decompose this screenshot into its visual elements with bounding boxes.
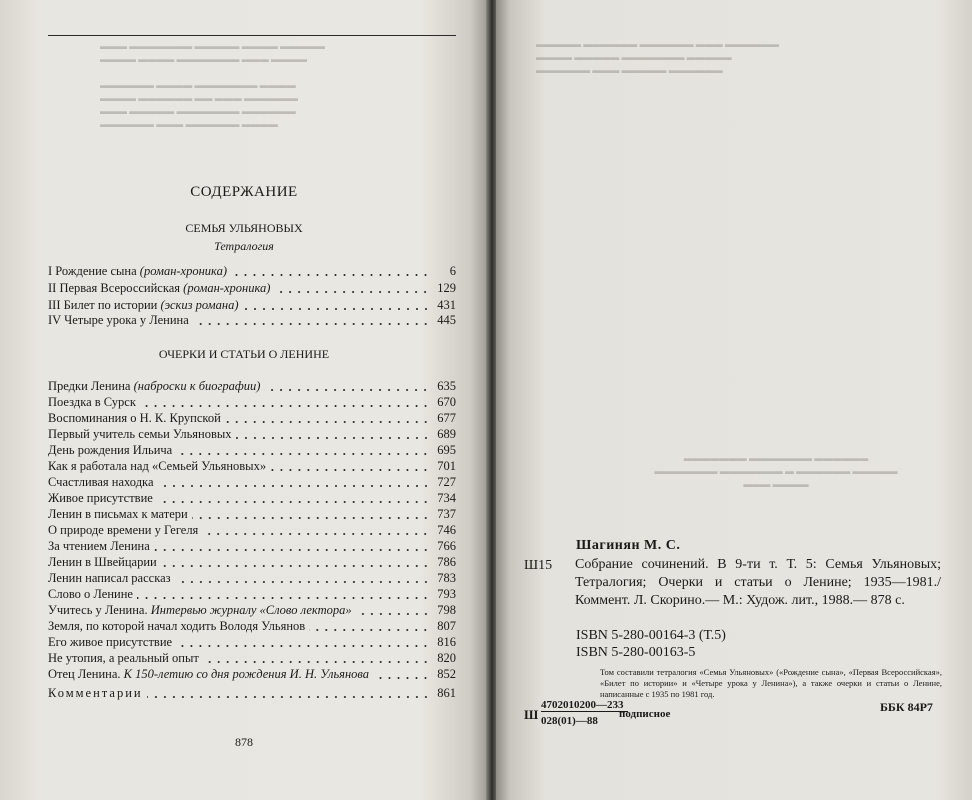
isbn-volume: ISBN 5-280-00164-3 (Т.5) [576,628,726,643]
toc-page-number: 734 [437,491,456,505]
imprint-number-bottom: 028(01)—88 [541,715,598,727]
isbn-set: ISBN 5-280-00163-5 [576,645,696,660]
toc-page-number: 783 [437,571,456,585]
bleed-through-text: ▬▬▬▬▬▬▬ ▬▬▬▬▬▬▬ ▬▬▬▬▬▬ ▬▬▬▬▬▬▬ ▬▬▬▬▬▬▬ ▬ ▬▬▬▬▬▬ ▬▬▬▬▬ ▬▬▬ ▬▬▬▬ [654,453,898,489]
toc-entry[interactable]: Воспоминания о Н. К. Крупской 677 [48,411,456,425]
toc-entry[interactable]: Предки Ленина (наброски к биографии) 635 [48,379,456,393]
section-heading-essays: ОЧЕРКИ И СТАТЬИ О ЛЕНИНЕ [158,347,330,361]
toc-page-number: 746 [437,523,456,537]
section-heading-family: СЕМЬЯ УЛЬЯНОВЫХ [185,221,303,235]
toc-entry[interactable]: Живое присутствие 734 [48,491,456,505]
toc-page-number: 861 [437,686,456,700]
toc-entry[interactable]: Учитесь у Ленина. Интервью журналу «Слово лектора» 798 [48,603,456,617]
toc-page-number: 786 [437,555,456,569]
imprint-number-top: 4702010200—233 [541,699,628,712]
toc-title: СОДЕРЖАНИЕ [190,184,298,200]
toc-page-number: 695 [437,443,456,457]
toc-entry[interactable]: Не утопия, а реальный опыт 820 [48,651,456,665]
toc-entry[interactable]: Ленин в письмах к матери 737 [48,507,456,521]
section-subheading-tetralogy: Тетралогия [214,239,274,253]
toc-entry[interactable]: Его живое присутствие 816 [48,635,456,649]
toc-entry[interactable]: IV Четыре урока у Ленина 445 [48,313,456,327]
toc-entry[interactable]: За чтением Ленина 766 [48,539,456,553]
toc-page-number: 807 [437,619,456,633]
toc-entry[interactable]: Первый учитель семьи Ульяновых 689 [48,427,456,441]
imprint-code: Ш15 [524,558,553,573]
imprint-subscription: подписное [619,708,671,720]
toc-page-number: 6 [449,264,456,278]
toc-entry[interactable]: I Рождение сына (роман-хроника) 6 [48,264,456,278]
toc-entry[interactable]: III Билет по истории (эскиз романа) 431 [48,298,456,312]
toc-page-number: 431 [437,298,456,312]
toc-page-number: 727 [437,475,456,489]
page-number: 878 [235,735,253,749]
imprint-annotation: Том составили тетралогия «Семья Ульяновых» («Рождение сына», «Первая Всероссийская», «Билет по истории» и «Четыре урока у Ленина»), а также очерки и статьи о Ленине, написанные с 1935 по 1981 год. [600,667,942,699]
toc-page-number: 852 [437,667,456,681]
toc-entry-commentary[interactable]: Комментарии 861 [48,686,456,700]
imprint-description: Собрание сочинений. В 9-ти т. Т. 5: Семья Ульяновых; Тетралогия; Очерки и статьи о Ленине; 1935—1981./Коммент. Л. Скорино.— М.: Худож. лит., 1988.— 878 с. [575,557,941,608]
toc-entry[interactable]: День рождения Ильича 695 [48,443,456,457]
toc-page-number: 820 [437,651,456,665]
toc-entry[interactable]: Ленин в Швейцарии 786 [48,555,456,569]
toc-entry[interactable]: Счастливая находка 727 [48,475,456,489]
toc-page-number: 793 [437,587,456,601]
toc-entry[interactable]: Земля, по которой начал ходить Володя Ульянов 807 [48,619,456,633]
toc-page-number: 677 [437,411,456,425]
toc-page-number: 689 [437,427,456,441]
toc-page-number: 798 [437,603,456,617]
toc-page-number: 766 [437,539,456,553]
toc-entry[interactable]: Ленин написал рассказ 783 [48,571,456,585]
toc-page-number: 816 [437,635,456,649]
toc-page-number: 701 [437,459,456,473]
bleed-through-text: ▬▬▬ ▬▬▬▬▬▬▬ ▬▬▬▬▬ ▬▬▬▬ ▬▬▬▬▬ ▬▬▬▬ ▬▬▬▬ ▬▬▬▬▬▬▬ ▬▬▬ ▬▬▬▬ ▬▬▬▬▬▬ ▬▬▬▬ ▬▬▬▬▬▬▬ ▬▬▬▬ ▬▬▬▬ ▬▬▬▬▬▬ ▬▬ ▬▬▬ ▬▬▬▬▬▬ ▬▬▬ ▬▬▬▬▬ ▬▬▬▬▬▬▬ ▬▬▬▬▬▬ ▬▬▬▬▬▬ ▬▬▬ ▬▬▬▬▬▬ ▬▬▬▬ [100,41,325,129]
toc-entry[interactable]: Как я работала над «Семьей Ульяновых» 701 [48,459,456,473]
toc-page-number: 737 [437,507,456,521]
toc-entry[interactable]: Слово о Ленине 793 [48,587,456,601]
toc-entry[interactable]: Отец Ленина. К 150-летию со дня рождения И. Н. Ульянова 852 [48,667,456,681]
toc-page-number: 129 [437,281,456,295]
right-page [496,0,972,800]
imprint-bbk: ББК 84Р7 [880,700,933,714]
bleed-through-text: ▬▬▬▬▬ ▬▬▬▬▬▬ ▬▬▬▬▬▬ ▬▬▬ ▬▬▬▬▬▬ ▬▬▬▬ ▬▬▬▬▬ ▬▬▬▬▬▬▬ ▬▬▬▬▬ ▬▬▬▬▬▬ ▬▬▬ ▬▬▬▬▬ ▬▬▬▬▬▬ [536,39,779,75]
toc-entry[interactable]: Поездка в Сурск 670 [48,395,456,409]
toc-entry[interactable]: II Первая Всероссийская (роман-хроника) 129 [48,281,456,295]
toc-page-number: 445 [437,313,456,327]
top-rule [48,35,456,36]
toc-page-number: 670 [437,395,456,409]
imprint-author: Шагинян М. С. [576,538,681,553]
toc-entry[interactable]: О природе времени у Гегеля 746 [48,523,456,537]
imprint-letter: Ш [524,707,539,722]
toc-page-number: 635 [437,379,456,393]
